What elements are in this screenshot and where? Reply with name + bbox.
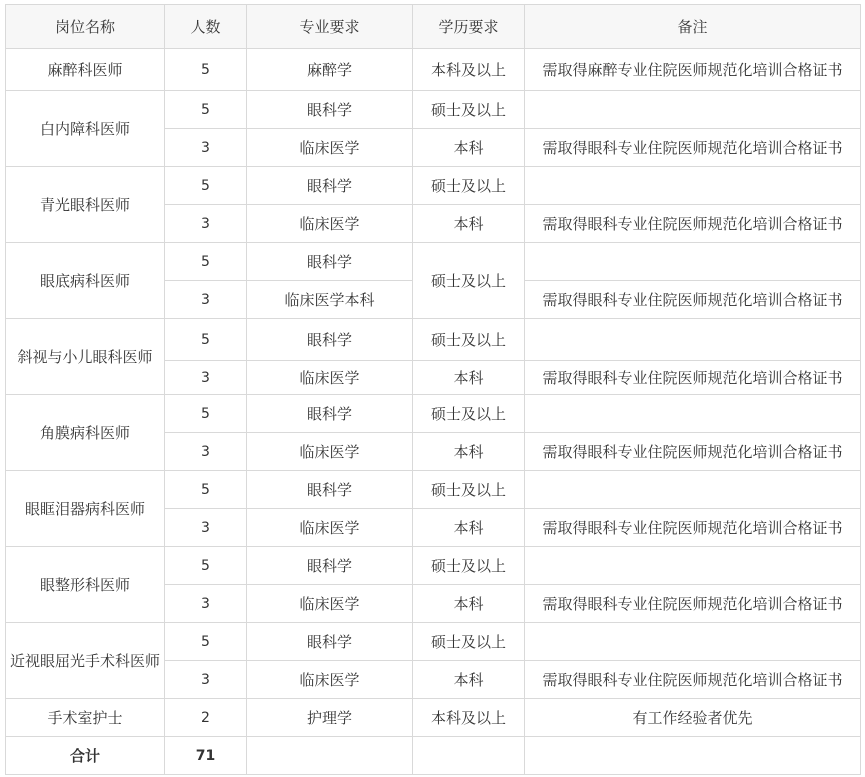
position-cell: 眼眶泪器病科医师 [6,471,165,547]
education-cell: 硕士及以上 [413,471,525,509]
count-cell: 3 [165,129,247,167]
major-cell: 护理学 [247,699,413,737]
header-note: 备注 [525,5,861,49]
note-cell [525,319,861,361]
table-header-row [6,5,861,49]
education-cell: 硕士及以上 [413,319,525,361]
education-cell: 本科及以上 [413,699,525,737]
total-row [6,737,861,775]
major-cell: 眼科学 [247,547,413,585]
position-cell: 近视眼屈光手术科医师 [6,623,165,699]
education-cell: 硕士及以上 [413,243,525,319]
education-cell: 硕士及以上 [413,395,525,433]
major-cell: 眼科学 [247,623,413,661]
count-cell: 5 [165,243,247,281]
note-cell: 有工作经验者优先 [525,699,861,737]
count-cell: 3 [165,661,247,699]
note-cell: 需取得眼科专业住院医师规范化培训合格证书 [525,281,861,319]
position-cell: 眼底病科医师 [6,243,165,319]
note-cell: 需取得眼科专业住院医师规范化培训合格证书 [525,661,861,699]
note-cell [525,91,861,129]
table-row [6,49,861,91]
header-count: 人数 [165,5,247,49]
count-cell: 5 [165,319,247,361]
position-cell: 麻醉科医师 [6,49,165,91]
major-cell: 临床医学 [247,433,413,471]
education-cell: 硕士及以上 [413,547,525,585]
major-cell: 眼科学 [247,243,413,281]
note-cell: 需取得眼科专业住院医师规范化培训合格证书 [525,433,861,471]
major-cell: 临床医学本科 [247,281,413,319]
note-cell: 需取得眼科专业住院医师规范化培训合格证书 [525,509,861,547]
empty-cell [247,737,413,775]
header-major: 专业要求 [247,5,413,49]
table-row [6,623,861,661]
table-row [6,471,861,509]
count-cell: 5 [165,91,247,129]
header-position: 岗位名称 [6,5,165,49]
education-cell: 本科 [413,433,525,471]
count-cell: 5 [165,547,247,585]
note-cell: 需取得眼科专业住院医师规范化培训合格证书 [525,129,861,167]
education-cell: 本科 [413,129,525,167]
major-cell: 眼科学 [247,471,413,509]
count-cell: 3 [165,205,247,243]
count-cell: 2 [165,699,247,737]
table-row [6,91,861,129]
education-cell: 硕士及以上 [413,623,525,661]
major-cell: 临床医学 [247,585,413,623]
major-cell: 麻醉学 [247,49,413,91]
education-cell: 本科 [413,361,525,395]
education-cell: 本科及以上 [413,49,525,91]
education-cell: 本科 [413,585,525,623]
major-cell: 临床医学 [247,509,413,547]
table-row [6,319,861,361]
education-cell: 本科 [413,661,525,699]
major-cell: 临床医学 [247,661,413,699]
count-cell: 3 [165,361,247,395]
total-label: 合计 [6,737,165,775]
count-cell: 3 [165,433,247,471]
note-cell [525,395,861,433]
empty-cell [525,737,861,775]
note-cell: 需取得眼科专业住院医师规范化培训合格证书 [525,205,861,243]
count-cell: 3 [165,281,247,319]
table-row [6,699,861,737]
count-cell: 3 [165,509,247,547]
empty-cell [413,737,525,775]
table-row [6,243,861,281]
count-cell: 5 [165,623,247,661]
major-cell: 眼科学 [247,91,413,129]
education-cell: 本科 [413,509,525,547]
note-cell [525,623,861,661]
education-cell: 硕士及以上 [413,91,525,129]
position-cell: 青光眼科医师 [6,167,165,243]
table-row [6,167,861,205]
position-cell: 角膜病科医师 [6,395,165,471]
note-cell [525,547,861,585]
education-cell: 硕士及以上 [413,167,525,205]
count-cell: 3 [165,585,247,623]
education-cell: 本科 [413,205,525,243]
major-cell: 临床医学 [247,205,413,243]
major-cell: 眼科学 [247,167,413,205]
note-cell: 需取得眼科专业住院医师规范化培训合格证书 [525,361,861,395]
note-cell: 需取得眼科专业住院医师规范化培训合格证书 [525,585,861,623]
note-cell: 需取得麻醉专业住院医师规范化培训合格证书 [525,49,861,91]
total-count: 71 [165,737,247,775]
position-cell: 手术室护士 [6,699,165,737]
recruitment-table [5,4,861,775]
major-cell: 临床医学 [247,361,413,395]
count-cell: 5 [165,49,247,91]
count-cell: 5 [165,395,247,433]
note-cell [525,243,861,281]
note-cell [525,167,861,205]
position-cell: 斜视与小儿眼科医师 [6,319,165,395]
major-cell: 临床医学 [247,129,413,167]
table-row [6,395,861,433]
note-cell [525,471,861,509]
position-cell: 眼整形科医师 [6,547,165,623]
count-cell: 5 [165,471,247,509]
major-cell: 眼科学 [247,395,413,433]
major-cell: 眼科学 [247,319,413,361]
position-cell: 白内障科医师 [6,91,165,167]
count-cell: 5 [165,167,247,205]
header-education: 学历要求 [413,5,525,49]
table-row [6,547,861,585]
